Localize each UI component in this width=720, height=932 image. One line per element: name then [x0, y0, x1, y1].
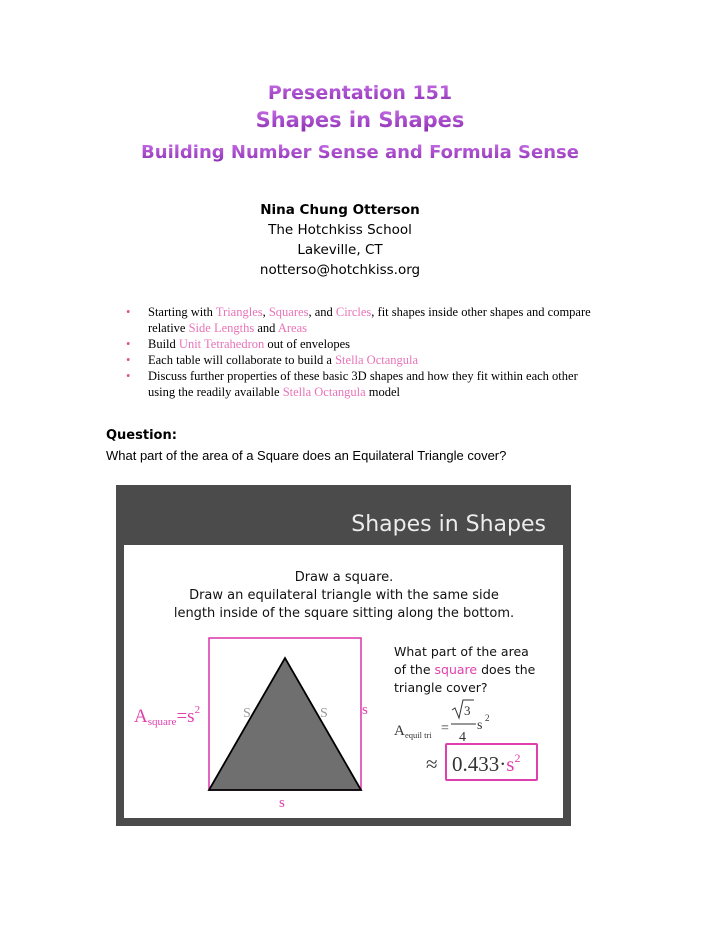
side-label-left: S [243, 706, 251, 721]
list-item [126, 352, 606, 368]
question-text: What part of the area of a Square does an Equilateral Triangle cover? [106, 448, 507, 463]
instruction-line-1: Draw a square. [294, 570, 394, 585]
list-item [126, 336, 606, 352]
triangle-shape [209, 658, 361, 790]
author-location: Lakeville, CT [297, 242, 383, 258]
sqrt-sign-icon [452, 700, 474, 718]
list-item [126, 368, 606, 400]
list-item [126, 304, 606, 336]
bullet-list [126, 304, 606, 400]
bullet-text: , fit shapes inside other shapes and compare relative [148, 305, 591, 335]
area-exponent: 2 [194, 704, 201, 716]
q-text-part: of the [394, 662, 435, 677]
instruction-line-2: Draw an equilateral triangle with the same side [189, 588, 499, 603]
slide-question-line-1: What part of the area [394, 644, 529, 659]
area-letter: A [134, 706, 148, 727]
side-label-right: S [320, 706, 328, 721]
highlight-term: Side Lengths [188, 321, 255, 335]
area-equals-s: =s [176, 706, 195, 727]
bullet-text: Starting with [148, 305, 216, 319]
side-label-s-bottom: s [279, 795, 285, 811]
highlight-term: Unit Tetrahedron [178, 337, 265, 351]
page-subtitle: Building Number Sense and Formula Sense [0, 142, 720, 163]
slide-image [116, 485, 571, 826]
area-square-formula [134, 704, 200, 728]
result-formula [452, 751, 520, 776]
author-school: The Hotchkiss School [268, 222, 412, 238]
result-exponent: 2 [514, 751, 521, 765]
s-variable: s [477, 718, 483, 733]
approx-sign: ≈ [426, 752, 438, 776]
slide-title: Shapes in Shapes [351, 512, 546, 537]
bullet-text: Discuss further properties of these basic 3D shapes and how they fit within each other using the readily available [148, 369, 578, 399]
area-tri-subscript: equil tri [405, 730, 432, 740]
author-name: Nina Chung Otterson [260, 202, 420, 218]
equals-sign: = [441, 721, 449, 736]
area-subscript: square [147, 716, 177, 728]
highlight-term: Areas [277, 321, 307, 335]
bullet-text: and [254, 321, 278, 335]
q-text-part: does the [477, 662, 536, 677]
slide-question-line-2 [394, 662, 536, 677]
highlight-term: Stella Octangula [335, 353, 419, 367]
presentation-number: Presentation 151 [0, 82, 720, 104]
bullet-text: , [262, 305, 269, 319]
highlight-term: Stella Octangula [282, 385, 366, 399]
area-tri-letter: A [394, 723, 405, 739]
highlight-term: Circles [335, 305, 372, 319]
fraction-denominator: 4 [459, 730, 466, 745]
q-highlight-square: square [434, 662, 478, 677]
author-email[interactable]: notterso@hotchkiss.org [259, 262, 421, 278]
bullet-text: out of envelopes [264, 337, 350, 351]
highlight-term: Triangles [215, 305, 263, 319]
result-value: 0.433· [452, 752, 507, 776]
slide-diagram [116, 485, 571, 826]
slide-question-line-3: triangle cover? [394, 680, 488, 695]
bullet-text: Build [148, 337, 179, 351]
highlight-term: Squares [268, 305, 309, 319]
bullet-text: , and [308, 305, 336, 319]
question-label: Question: [106, 428, 177, 443]
result-s: s [506, 752, 515, 776]
s-exponent: 2 [485, 713, 490, 723]
sqrt-radicand: 3 [464, 703, 471, 718]
bullet-text: model [365, 385, 401, 399]
page-title: Shapes in Shapes [0, 108, 720, 132]
bullet-text: Each table will collaborate to build a [148, 353, 336, 367]
instruction-line-3: length inside of the square sitting along the bottom. [173, 606, 515, 621]
side-label-s-right: s [362, 702, 368, 718]
